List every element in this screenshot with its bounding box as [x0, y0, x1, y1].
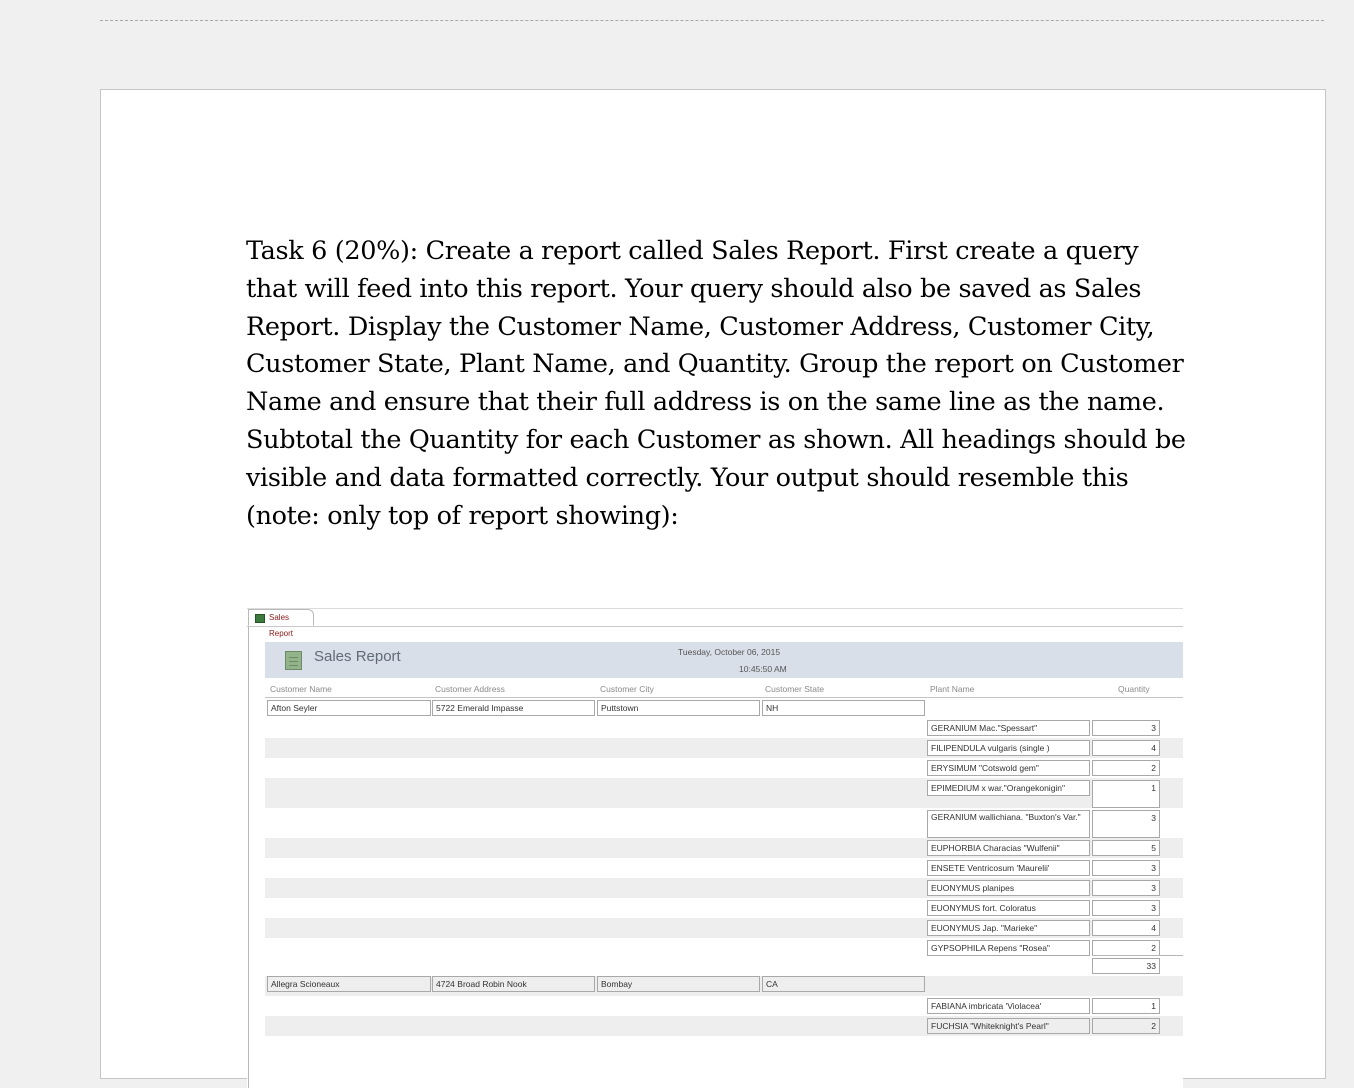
customer-address-field: 5722 Emerald Impasse: [432, 700, 595, 716]
column-header-customer-name: Customer Name: [270, 684, 332, 694]
quantity-field: 3: [1092, 860, 1160, 876]
quantity-field: 4: [1092, 920, 1160, 936]
column-header-quantity: Quantity: [1118, 684, 1150, 694]
plant-name-field: FABIANA imbricata 'Violacea': [927, 998, 1090, 1014]
quantity-field: 3: [1092, 810, 1160, 838]
plant-name-field: EUONYMUS fort. Coloratus: [927, 900, 1090, 916]
quantity-field: 2: [1092, 1018, 1160, 1034]
report-time: 10:45:50 AM: [739, 664, 787, 674]
customer-city-field: Puttstown: [597, 700, 760, 716]
quantity-field: 3: [1092, 720, 1160, 736]
quantity-field: 4: [1092, 740, 1160, 756]
plant-name-field: EUONYMUS Jap. "Marieke": [927, 920, 1090, 936]
plant-name-field: EPIMEDIUM x war."Orangekonigin": [927, 780, 1090, 796]
task-instructions: Task 6 (20%): Create a report called Sales Report. First create a query that will feed into this report. Your query should also be saved as Sales Report. Display the Customer Name, Customer Address, Customer City, Customer State, Plant Name, and Quantity. Group the report on Customer Name and ensure that their full address is on the same line as the name. Subtotal the Quantity for each Customer as shown. All headings should be visible and data formatted correctly. Your output should resemble this (note: only top of report showing):: [246, 236, 1186, 531]
quantity-field: 3: [1092, 880, 1160, 896]
plant-name-field: FILIPENDULA vulgaris (single ): [927, 740, 1090, 756]
quantity-field: 2: [1092, 940, 1160, 956]
quantity-field: 1: [1092, 780, 1160, 808]
customer-city-field: Bombay: [597, 976, 760, 992]
document-page: [100, 89, 1326, 1079]
column-header-customer-state: Customer State: [765, 684, 825, 694]
quantity-field: 2: [1092, 760, 1160, 776]
customer-name-field: Allegra Scioneaux: [267, 976, 431, 992]
column-header-customer-address: Customer Address: [435, 684, 505, 694]
quantity-field: 1: [1092, 998, 1160, 1014]
report-screenshot: [247, 608, 1183, 1088]
quantity-field: 3: [1092, 900, 1160, 916]
page-break-rule: [100, 20, 1324, 21]
report-header: [265, 642, 1183, 678]
plant-name-field: GERANIUM wallichiana. "Buxton's Var.": [927, 810, 1090, 838]
plant-name-field: FUCHSIA "Whiteknight's Pearl": [927, 1018, 1090, 1034]
plant-name-field: GERANIUM Mac."Spessart": [927, 720, 1090, 736]
customer-state-field: CA: [762, 976, 925, 992]
column-header-plant-name: Plant Name: [930, 684, 975, 694]
plant-name-field: EUONYMUS planipes: [927, 880, 1090, 896]
customer-state-field: NH: [762, 700, 925, 716]
report-icon: [255, 614, 265, 623]
report-tab-label: Sales Report: [269, 613, 294, 638]
column-header-customer-city: Customer City: [600, 684, 654, 694]
report-tab-bar: [247, 608, 1183, 638]
report-header-icon: [285, 651, 302, 670]
report-tab[interactable]: [248, 609, 314, 638]
plant-name-field: ENSETE Ventricosum 'Maurelii': [927, 860, 1090, 876]
quantity-field: 5: [1092, 840, 1160, 856]
quantity-subtotal: 33: [1092, 958, 1160, 974]
customer-address-field: 4724 Broad Robin Nook: [432, 976, 595, 992]
customer-name-field: Afton Seyler: [267, 700, 431, 716]
report-date: Tuesday, October 06, 2015: [678, 647, 781, 657]
plant-name-field: EUPHORBIA Characias "Wulfenii": [927, 840, 1090, 856]
report-title: Sales Report: [314, 648, 401, 665]
plant-name-field: GYPSOPHILA Repens "Rosea": [927, 940, 1090, 956]
plant-name-field: ERYSIMUM "Cotswold gem": [927, 760, 1090, 776]
